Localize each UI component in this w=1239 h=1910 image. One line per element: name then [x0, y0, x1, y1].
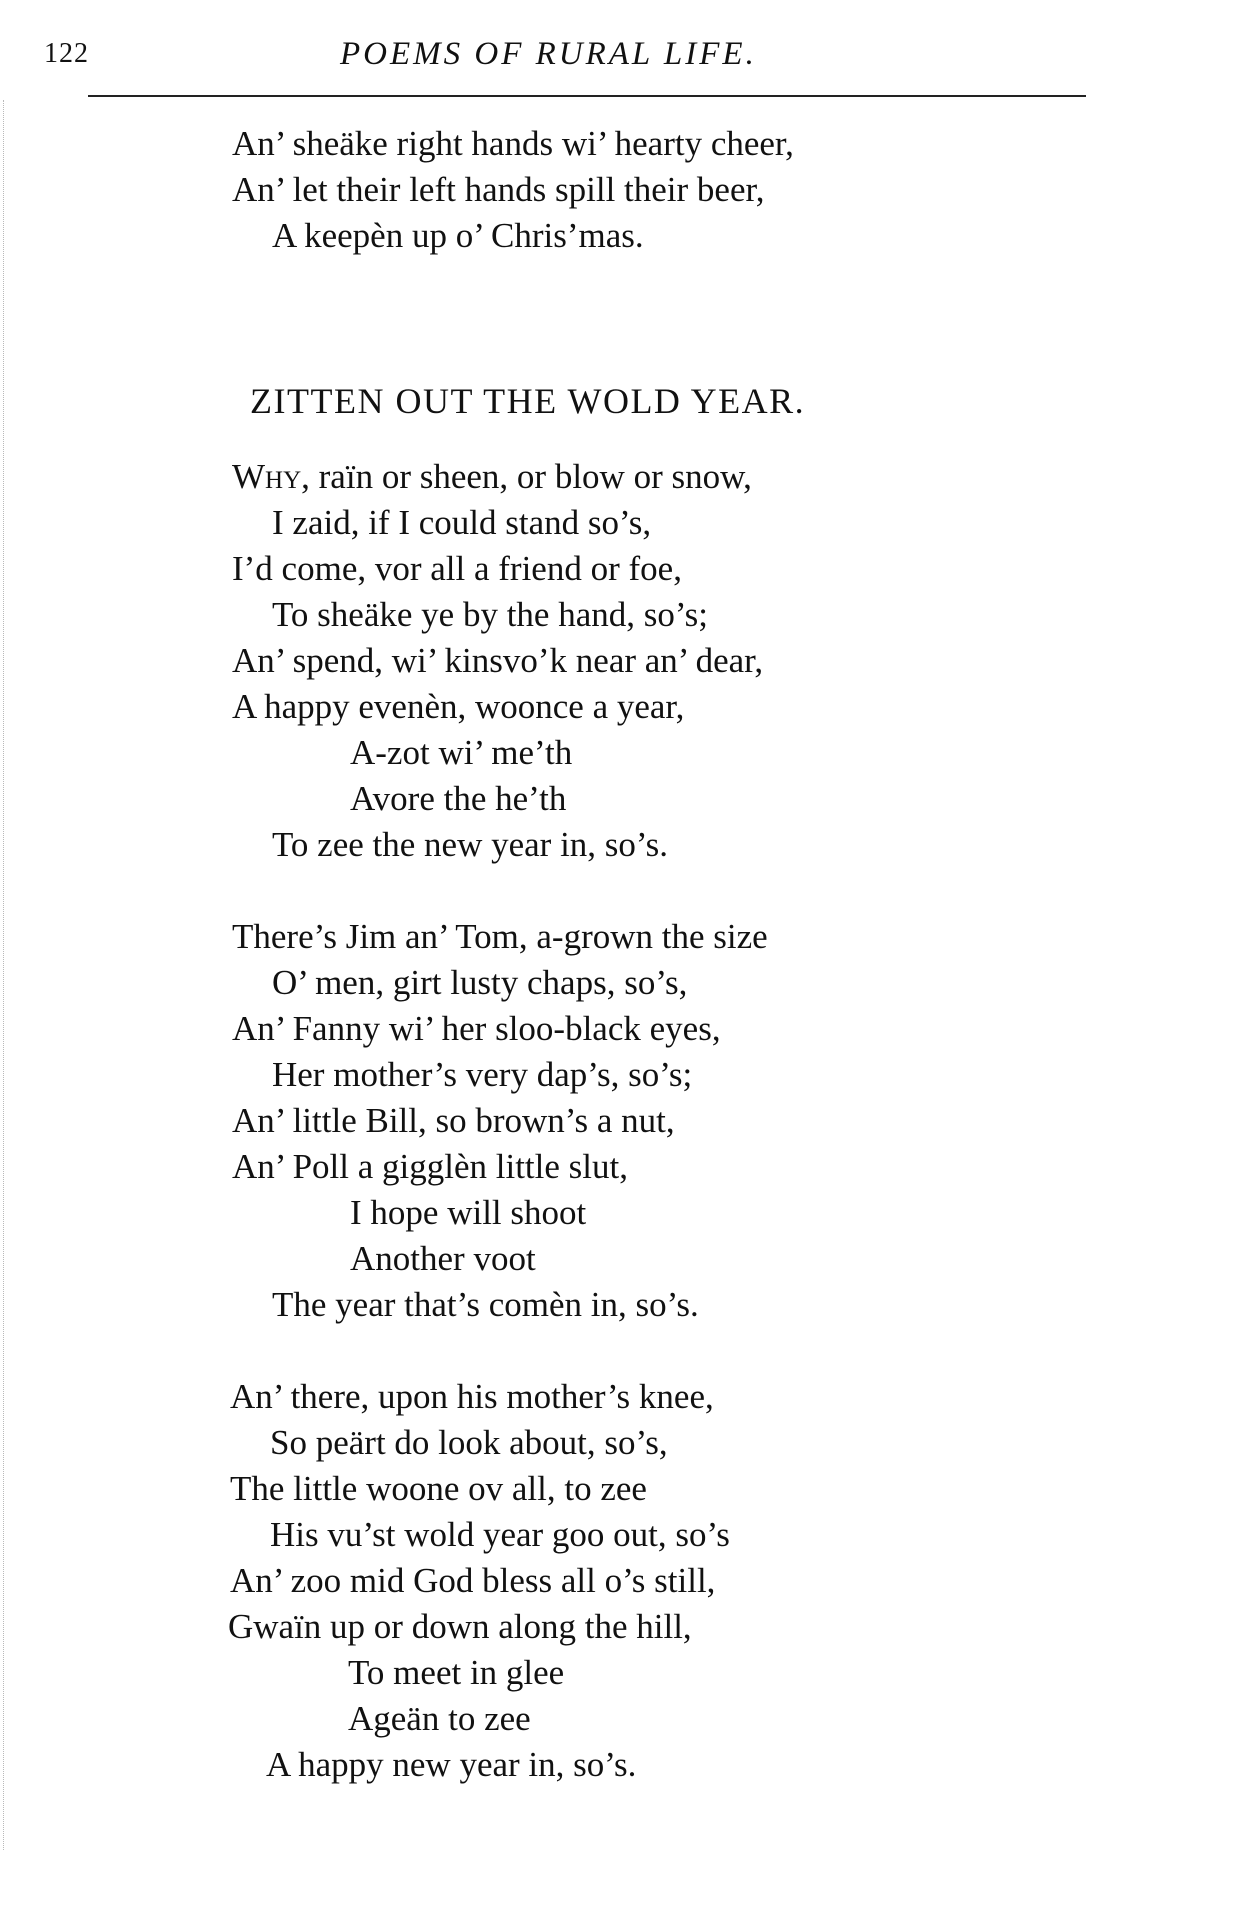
poem-line: Her mother’s very dap’s, so’s; — [272, 1055, 693, 1094]
previous-poem-line: An’ sheäke right hands wi’ hearty cheer, — [232, 124, 794, 163]
poem-line: A happy new year in, so’s. — [266, 1745, 637, 1784]
poem-line: An’ there, upon his mother’s knee, — [230, 1377, 714, 1416]
poem-line: An’ spend, wi’ kinsvo’k near an’ dear, — [232, 641, 764, 680]
poem-line: I hope will shoot — [350, 1193, 587, 1232]
first-word: Why — [232, 457, 302, 496]
poem-line: Ageän to zee — [348, 1699, 531, 1738]
poem-line: O’ men, girt lusty chaps, so’s, — [272, 963, 688, 1002]
poem-line: An’ little Bill, so brown’s a nut, — [232, 1101, 675, 1140]
poem-line: A-zot wi’ me’th — [350, 733, 573, 772]
poem-line: The year that’s comèn in, so’s. — [272, 1285, 699, 1324]
poem-line: A happy evenèn, woonce a year, — [232, 687, 685, 726]
poem-line: Why, raïn or sheen, or blow or snow, — [232, 457, 752, 496]
poem-line: To meet in glee — [348, 1653, 565, 1692]
poem-line: To zee the new year in, so’s. — [272, 825, 669, 864]
poem-line: Avore the he’th — [350, 779, 567, 818]
poem-line: I zaid, if I could stand so’s, — [272, 503, 652, 542]
poem-title: ZITTEN OUT THE WOLD YEAR. — [250, 381, 806, 421]
poem-line: His vu’st wold year goo out, so’s — [270, 1515, 730, 1554]
running-title: POEMS OF RURAL LIFE. — [340, 36, 757, 72]
poem-line: An’ Poll a gigglèn little slut, — [232, 1147, 628, 1186]
header-rule — [88, 95, 1086, 97]
previous-poem-line: A keepèn up o’ Chris’mas. — [272, 216, 644, 255]
scan-margin-edge — [3, 100, 5, 1850]
poem-line: An’ Fanny wi’ her sloo-black eyes, — [232, 1009, 721, 1048]
poem-line: Gwaïn up or down along the hill, — [228, 1607, 692, 1646]
page-number: 122 — [44, 38, 89, 69]
poem-line: An’ zoo mid God bless all o’s still, — [230, 1561, 716, 1600]
poem-line: Another voot — [350, 1239, 536, 1278]
poem-line: So peärt do look about, so’s, — [270, 1423, 668, 1462]
poem-line: The little woone ov all, to zee — [230, 1469, 647, 1508]
poem-line: There’s Jim an’ Tom, a-grown the size — [232, 917, 768, 956]
poem-line: I’d come, vor all a friend or foe, — [232, 549, 682, 588]
previous-poem-line: An’ let their left hands spill their beer, — [232, 170, 765, 209]
poem-line: To sheäke ye by the hand, so’s; — [272, 595, 708, 634]
